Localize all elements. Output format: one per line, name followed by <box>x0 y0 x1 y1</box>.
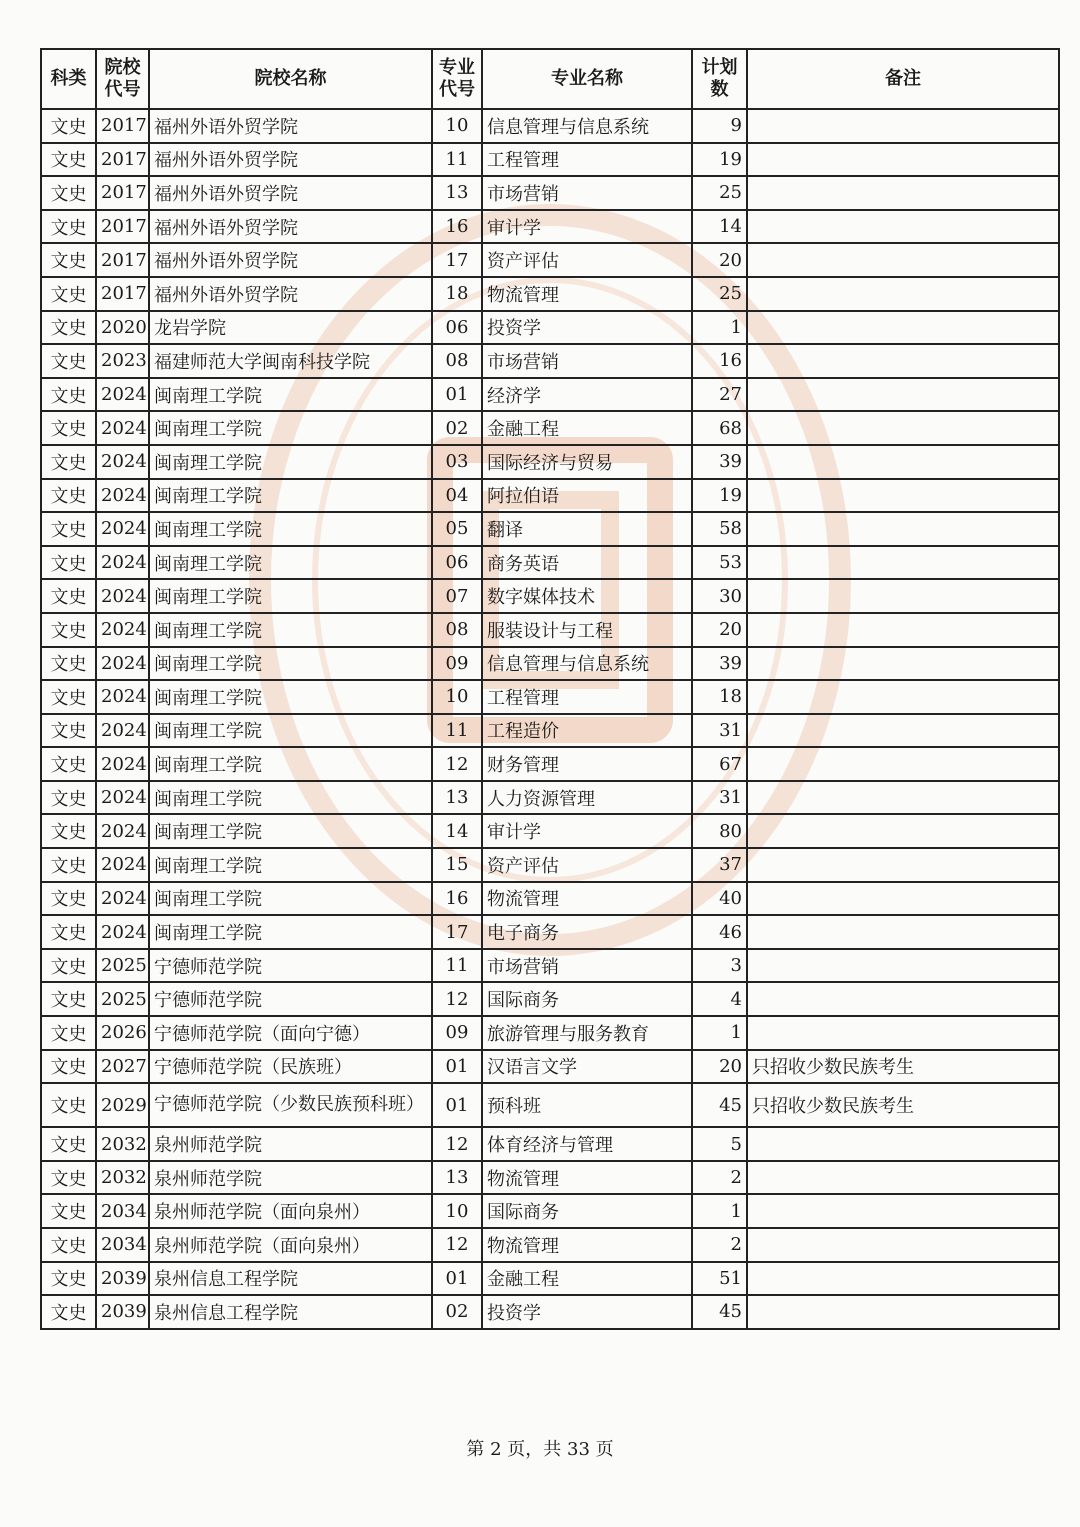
cell-school-name: 闽南理工学院 <box>149 613 432 647</box>
cell-remarks <box>747 1161 1059 1195</box>
table-row <box>41 512 1059 546</box>
cell-school-name: 宁德师范学院 <box>149 949 432 983</box>
table-row <box>41 647 1059 681</box>
cell-school-code: 2024 <box>96 882 149 916</box>
cell-category: 文史 <box>41 1083 96 1127</box>
cell-school-name: 闽南理工学院 <box>149 781 432 815</box>
cell-major-name: 资产评估 <box>482 848 692 882</box>
cell-plan-count: 45 <box>692 1083 747 1127</box>
cell-major-code: 02 <box>432 1295 482 1329</box>
cell-remarks <box>747 344 1059 378</box>
cell-school-name: 闽南理工学院 <box>149 714 432 748</box>
page-number: 第 2 页，共 33 页 <box>466 1439 614 1460</box>
table-row <box>41 814 1059 848</box>
cell-major-code: 12 <box>432 747 482 781</box>
cell-remarks <box>747 1194 1059 1228</box>
cell-major-name: 投资学 <box>482 311 692 345</box>
cell-major-name: 信息管理与信息系统 <box>482 109 692 143</box>
cell-school-code: 2024 <box>96 411 149 445</box>
cell-major-code: 13 <box>432 1161 482 1195</box>
cell-school-code: 2017 <box>96 143 149 177</box>
table-row <box>41 344 1059 378</box>
cell-remarks <box>747 781 1059 815</box>
cell-school-code: 2029 <box>96 1083 149 1127</box>
cell-school-code: 2024 <box>96 747 149 781</box>
cell-remarks <box>747 243 1059 277</box>
cell-school-code: 2017 <box>96 210 149 244</box>
table-row <box>41 311 1059 345</box>
cell-category: 文史 <box>41 311 96 345</box>
cell-plan-count: 20 <box>692 1050 747 1084</box>
cell-plan-count: 20 <box>692 613 747 647</box>
cell-category: 文史 <box>41 411 96 445</box>
cell-category: 文史 <box>41 613 96 647</box>
cell-school-code: 2020 <box>96 311 149 345</box>
cell-school-name: 闽南理工学院 <box>149 814 432 848</box>
cell-remarks <box>747 1228 1059 1262</box>
cell-plan-count: 2 <box>692 1161 747 1195</box>
cell-major-code: 01 <box>432 1050 482 1084</box>
cell-plan-count: 16 <box>692 344 747 378</box>
cell-plan-count: 80 <box>692 814 747 848</box>
table-row <box>41 210 1059 244</box>
cell-category: 文史 <box>41 747 96 781</box>
cell-major-name: 投资学 <box>482 1295 692 1329</box>
cell-school-code: 2024 <box>96 378 149 412</box>
cell-plan-count: 31 <box>692 714 747 748</box>
cell-school-code: 2024 <box>96 546 149 580</box>
cell-category: 文史 <box>41 546 96 580</box>
cell-school-name: 宁德师范学院（少数民族预科班） <box>149 1083 432 1127</box>
cell-school-name: 闽南理工学院 <box>149 680 432 714</box>
cell-plan-count: 40 <box>692 882 747 916</box>
cell-school-code: 2017 <box>96 243 149 277</box>
table-row <box>41 411 1059 445</box>
cell-school-code: 2032 <box>96 1161 149 1195</box>
cell-category: 文史 <box>41 714 96 748</box>
cell-school-name: 闽南理工学院 <box>149 512 432 546</box>
cell-major-code: 16 <box>432 210 482 244</box>
cell-category: 文史 <box>41 344 96 378</box>
cell-category: 文史 <box>41 1050 96 1084</box>
cell-remarks <box>747 411 1059 445</box>
cell-category: 文史 <box>41 243 96 277</box>
header-major-code: 专业 代号 <box>432 49 482 109</box>
header-remarks: 备注 <box>747 49 1059 109</box>
cell-major-code: 10 <box>432 1194 482 1228</box>
cell-remarks <box>747 445 1059 479</box>
table-row <box>41 176 1059 210</box>
cell-remarks <box>747 479 1059 513</box>
cell-school-name: 泉州信息工程学院 <box>149 1262 432 1296</box>
cell-major-code: 09 <box>432 1016 482 1050</box>
cell-plan-count: 19 <box>692 479 747 513</box>
cell-major-name: 工程管理 <box>482 143 692 177</box>
cell-school-code: 2017 <box>96 176 149 210</box>
table-row <box>41 1083 1059 1127</box>
table-row <box>41 613 1059 647</box>
cell-school-code: 2032 <box>96 1127 149 1161</box>
cell-major-name: 经济学 <box>482 378 692 412</box>
table-row <box>41 243 1059 277</box>
cell-plan-count: 1 <box>692 1194 747 1228</box>
cell-category: 文史 <box>41 1228 96 1262</box>
cell-major-code: 08 <box>432 613 482 647</box>
cell-school-name: 福建师范大学闽南科技学院 <box>149 344 432 378</box>
cell-remarks <box>747 949 1059 983</box>
cell-remarks: 只招收少数民族考生 <box>747 1083 1059 1127</box>
cell-remarks <box>747 982 1059 1016</box>
cell-school-code: 2024 <box>96 915 149 949</box>
cell-plan-count: 37 <box>692 848 747 882</box>
cell-category: 文史 <box>41 915 96 949</box>
cell-plan-count: 39 <box>692 445 747 479</box>
cell-major-name: 市场营销 <box>482 176 692 210</box>
cell-major-name: 国际商务 <box>482 1194 692 1228</box>
cell-plan-count: 53 <box>692 546 747 580</box>
cell-plan-count: 27 <box>692 378 747 412</box>
cell-plan-count: 46 <box>692 915 747 949</box>
cell-school-name: 泉州信息工程学院 <box>149 1295 432 1329</box>
cell-school-name: 闽南理工学院 <box>149 546 432 580</box>
cell-major-name: 审计学 <box>482 210 692 244</box>
cell-school-name: 福州外语外贸学院 <box>149 109 432 143</box>
cell-remarks <box>747 378 1059 412</box>
cell-major-name: 国际经济与贸易 <box>482 445 692 479</box>
cell-category: 文史 <box>41 445 96 479</box>
cell-major-name: 工程管理 <box>482 680 692 714</box>
cell-category: 文史 <box>41 1127 96 1161</box>
cell-school-code: 2039 <box>96 1262 149 1296</box>
cell-category: 文史 <box>41 143 96 177</box>
cell-category: 文史 <box>41 1161 96 1195</box>
header-school-name: 院校名称 <box>149 49 432 109</box>
cell-remarks <box>747 714 1059 748</box>
cell-major-name: 物流管理 <box>482 277 692 311</box>
cell-school-code: 2024 <box>96 814 149 848</box>
cell-category: 文史 <box>41 579 96 613</box>
cell-major-code: 12 <box>432 1228 482 1262</box>
cell-major-code: 11 <box>432 143 482 177</box>
cell-school-code: 2024 <box>96 613 149 647</box>
table-row <box>41 982 1059 1016</box>
cell-major-name: 预科班 <box>482 1083 692 1127</box>
cell-school-name: 闽南理工学院 <box>149 848 432 882</box>
cell-category: 文史 <box>41 814 96 848</box>
cell-major-code: 08 <box>432 344 482 378</box>
cell-school-code: 2024 <box>96 479 149 513</box>
cell-major-code: 10 <box>432 109 482 143</box>
cell-remarks: 只招收少数民族考生 <box>747 1050 1059 1084</box>
cell-remarks <box>747 848 1059 882</box>
cell-plan-count: 3 <box>692 949 747 983</box>
cell-category: 文史 <box>41 479 96 513</box>
cell-school-name: 闽南理工学院 <box>149 579 432 613</box>
cell-major-name: 物流管理 <box>482 1228 692 1262</box>
table-row <box>41 1016 1059 1050</box>
table-row <box>41 1295 1059 1329</box>
table-row <box>41 915 1059 949</box>
table-row <box>41 579 1059 613</box>
cell-school-name: 宁德师范学院（民族班） <box>149 1050 432 1084</box>
cell-remarks <box>747 277 1059 311</box>
cell-major-name: 旅游管理与服务教育 <box>482 1016 692 1050</box>
cell-remarks <box>747 1127 1059 1161</box>
cell-school-name: 泉州师范学院（面向泉州） <box>149 1194 432 1228</box>
cell-school-name: 福州外语外贸学院 <box>149 210 432 244</box>
cell-major-name: 资产评估 <box>482 243 692 277</box>
table-row <box>41 1228 1059 1262</box>
cell-remarks <box>747 546 1059 580</box>
cell-remarks <box>747 613 1059 647</box>
cell-major-code: 18 <box>432 277 482 311</box>
cell-school-code: 2024 <box>96 647 149 681</box>
cell-school-code: 2027 <box>96 1050 149 1084</box>
cell-category: 文史 <box>41 949 96 983</box>
cell-major-name: 信息管理与信息系统 <box>482 647 692 681</box>
table-row <box>41 949 1059 983</box>
cell-school-name: 闽南理工学院 <box>149 445 432 479</box>
cell-plan-count: 9 <box>692 109 747 143</box>
cell-school-name: 泉州师范学院 <box>149 1161 432 1195</box>
table-row <box>41 277 1059 311</box>
table-row <box>41 714 1059 748</box>
cell-remarks <box>747 176 1059 210</box>
cell-plan-count: 31 <box>692 781 747 815</box>
cell-major-name: 阿拉伯语 <box>482 479 692 513</box>
cell-school-code: 2024 <box>96 445 149 479</box>
header-category: 科类 <box>41 49 96 109</box>
header-major-name: 专业名称 <box>482 49 692 109</box>
table-row <box>41 680 1059 714</box>
cell-plan-count: 39 <box>692 647 747 681</box>
cell-school-name: 龙岩学院 <box>149 311 432 345</box>
cell-category: 文史 <box>41 982 96 1016</box>
cell-major-code: 09 <box>432 647 482 681</box>
cell-major-code: 13 <box>432 781 482 815</box>
header-plan-count: 计划 数 <box>692 49 747 109</box>
table-row <box>41 781 1059 815</box>
header-school-code: 院校 代号 <box>96 49 149 109</box>
cell-major-name: 物流管理 <box>482 1161 692 1195</box>
cell-plan-count: 19 <box>692 143 747 177</box>
table-row <box>41 1050 1059 1084</box>
cell-major-name: 金融工程 <box>482 411 692 445</box>
cell-remarks <box>747 210 1059 244</box>
cell-category: 文史 <box>41 781 96 815</box>
cell-major-name: 数字媒体技术 <box>482 579 692 613</box>
cell-category: 文史 <box>41 109 96 143</box>
cell-school-code: 2025 <box>96 982 149 1016</box>
cell-remarks <box>747 143 1059 177</box>
cell-plan-count: 1 <box>692 311 747 345</box>
cell-major-name: 金融工程 <box>482 1262 692 1296</box>
cell-major-name: 国际商务 <box>482 982 692 1016</box>
cell-major-code: 01 <box>432 1262 482 1296</box>
cell-school-code: 2026 <box>96 1016 149 1050</box>
cell-category: 文史 <box>41 882 96 916</box>
cell-remarks <box>747 579 1059 613</box>
cell-remarks <box>747 1262 1059 1296</box>
cell-major-name: 商务英语 <box>482 546 692 580</box>
cell-category: 文史 <box>41 647 96 681</box>
cell-category: 文史 <box>41 176 96 210</box>
cell-school-code: 2024 <box>96 714 149 748</box>
table-row <box>41 445 1059 479</box>
cell-category: 文史 <box>41 848 96 882</box>
table-row <box>41 546 1059 580</box>
cell-major-code: 05 <box>432 512 482 546</box>
cell-major-name: 电子商务 <box>482 915 692 949</box>
cell-major-name: 工程造价 <box>482 714 692 748</box>
cell-school-name: 闽南理工学院 <box>149 882 432 916</box>
cell-major-code: 01 <box>432 378 482 412</box>
table-row <box>41 747 1059 781</box>
cell-plan-count: 18 <box>692 680 747 714</box>
cell-remarks <box>747 647 1059 681</box>
cell-plan-count: 25 <box>692 277 747 311</box>
cell-remarks <box>747 915 1059 949</box>
table-row <box>41 848 1059 882</box>
cell-major-code: 11 <box>432 949 482 983</box>
cell-school-code: 2024 <box>96 848 149 882</box>
cell-school-code: 2024 <box>96 680 149 714</box>
cell-remarks <box>747 512 1059 546</box>
cell-category: 文史 <box>41 1194 96 1228</box>
cell-major-code: 11 <box>432 714 482 748</box>
cell-school-name: 闽南理工学院 <box>149 747 432 781</box>
cell-school-name: 闽南理工学院 <box>149 915 432 949</box>
table-row <box>41 143 1059 177</box>
cell-school-name: 闽南理工学院 <box>149 378 432 412</box>
table-row <box>41 1127 1059 1161</box>
cell-school-name: 宁德师范学院（面向宁德） <box>149 1016 432 1050</box>
cell-major-code: 02 <box>432 411 482 445</box>
cell-remarks <box>747 109 1059 143</box>
cell-major-name: 市场营销 <box>482 344 692 378</box>
cell-major-code: 07 <box>432 579 482 613</box>
cell-plan-count: 4 <box>692 982 747 1016</box>
cell-plan-count: 67 <box>692 747 747 781</box>
cell-remarks <box>747 311 1059 345</box>
cell-plan-count: 20 <box>692 243 747 277</box>
cell-school-name: 宁德师范学院 <box>149 982 432 1016</box>
cell-major-code: 15 <box>432 848 482 882</box>
cell-major-name: 服装设计与工程 <box>482 613 692 647</box>
cell-plan-count: 2 <box>692 1228 747 1262</box>
cell-category: 文史 <box>41 277 96 311</box>
table-row <box>41 479 1059 513</box>
cell-major-name: 审计学 <box>482 814 692 848</box>
cell-school-code: 2023 <box>96 344 149 378</box>
cell-plan-count: 5 <box>692 1127 747 1161</box>
cell-school-name: 泉州师范学院 <box>149 1127 432 1161</box>
cell-school-code: 2024 <box>96 512 149 546</box>
table-row <box>41 1194 1059 1228</box>
cell-major-code: 04 <box>432 479 482 513</box>
cell-plan-count: 58 <box>692 512 747 546</box>
cell-major-code: 17 <box>432 915 482 949</box>
cell-major-code: 14 <box>432 814 482 848</box>
cell-major-name: 汉语言文学 <box>482 1050 692 1084</box>
table-row <box>41 378 1059 412</box>
table-row <box>41 1262 1059 1296</box>
table-header-row <box>41 49 1059 109</box>
cell-major-code: 03 <box>432 445 482 479</box>
cell-major-code: 12 <box>432 982 482 1016</box>
cell-remarks <box>747 1295 1059 1329</box>
cell-major-code: 06 <box>432 311 482 345</box>
cell-school-name: 闽南理工学院 <box>149 411 432 445</box>
cell-plan-count: 1 <box>692 1016 747 1050</box>
cell-major-code: 12 <box>432 1127 482 1161</box>
cell-category: 文史 <box>41 680 96 714</box>
cell-major-name: 财务管理 <box>482 747 692 781</box>
cell-major-name: 物流管理 <box>482 882 692 916</box>
cell-major-name: 市场营销 <box>482 949 692 983</box>
cell-category: 文史 <box>41 512 96 546</box>
admission-plan-table <box>40 48 1060 1330</box>
cell-major-name: 体育经济与管理 <box>482 1127 692 1161</box>
cell-school-name: 福州外语外贸学院 <box>149 176 432 210</box>
table-row <box>41 109 1059 143</box>
cell-plan-count: 51 <box>692 1262 747 1296</box>
cell-major-code: 16 <box>432 882 482 916</box>
cell-school-code: 2017 <box>96 277 149 311</box>
cell-remarks <box>747 747 1059 781</box>
cell-plan-count: 45 <box>692 1295 747 1329</box>
table-row <box>41 1161 1059 1195</box>
cell-school-code: 2034 <box>96 1228 149 1262</box>
cell-school-name: 福州外语外贸学院 <box>149 243 432 277</box>
cell-remarks <box>747 1016 1059 1050</box>
cell-category: 文史 <box>41 1016 96 1050</box>
cell-plan-count: 25 <box>692 176 747 210</box>
cell-major-code: 06 <box>432 546 482 580</box>
cell-remarks <box>747 680 1059 714</box>
cell-school-name: 福州外语外贸学院 <box>149 143 432 177</box>
table-row <box>41 882 1059 916</box>
cell-major-name: 人力资源管理 <box>482 781 692 815</box>
cell-school-code: 2017 <box>96 109 149 143</box>
cell-remarks <box>747 814 1059 848</box>
cell-major-code: 10 <box>432 680 482 714</box>
cell-major-code: 13 <box>432 176 482 210</box>
cell-plan-count: 14 <box>692 210 747 244</box>
cell-school-code: 2034 <box>96 1194 149 1228</box>
cell-school-name: 闽南理工学院 <box>149 647 432 681</box>
cell-major-code: 17 <box>432 243 482 277</box>
cell-remarks <box>747 882 1059 916</box>
cell-category: 文史 <box>41 210 96 244</box>
cell-category: 文史 <box>41 1295 96 1329</box>
cell-category: 文史 <box>41 378 96 412</box>
cell-plan-count: 30 <box>692 579 747 613</box>
cell-major-code: 01 <box>432 1083 482 1127</box>
cell-major-name: 翻译 <box>482 512 692 546</box>
cell-school-code: 2025 <box>96 949 149 983</box>
cell-school-name: 福州外语外贸学院 <box>149 277 432 311</box>
cell-school-code: 2024 <box>96 781 149 815</box>
cell-plan-count: 68 <box>692 411 747 445</box>
cell-school-name: 泉州师范学院（面向泉州） <box>149 1228 432 1262</box>
cell-category: 文史 <box>41 1262 96 1296</box>
cell-school-code: 2024 <box>96 579 149 613</box>
cell-school-code: 2039 <box>96 1295 149 1329</box>
cell-school-name: 闽南理工学院 <box>149 479 432 513</box>
